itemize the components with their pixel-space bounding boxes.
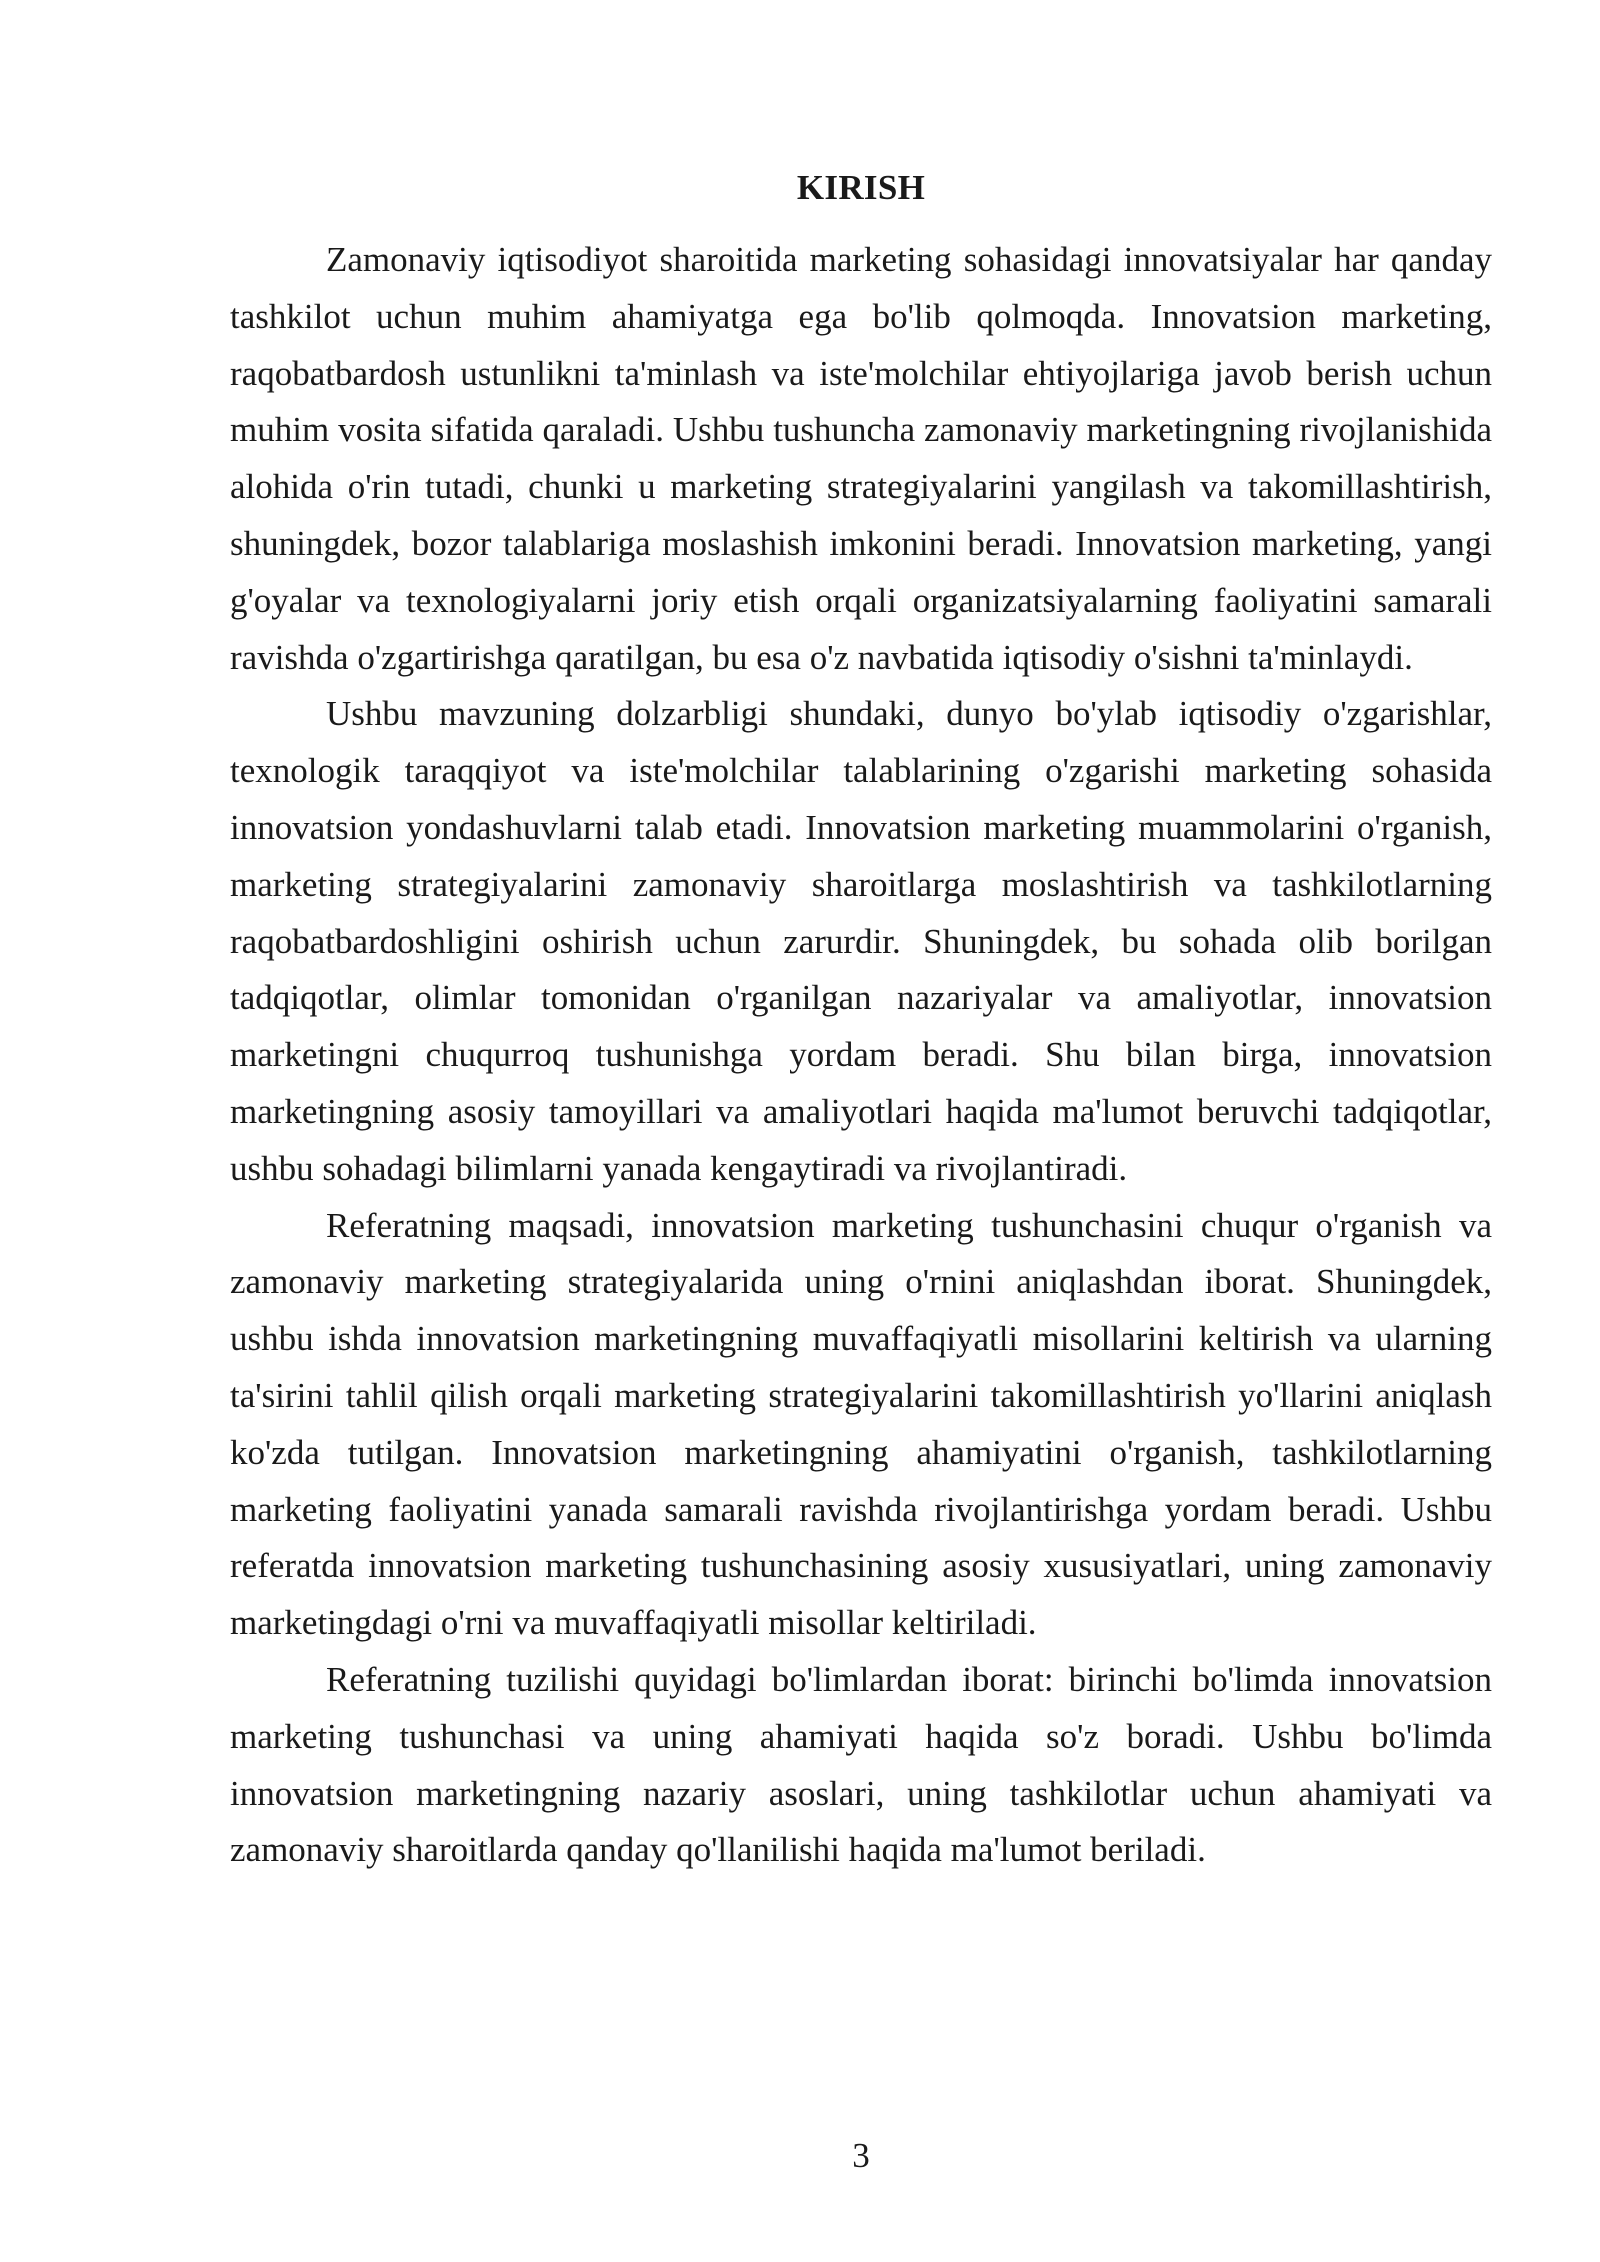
page-number: 3: [852, 2136, 870, 2175]
paragraph-structure: Referatning tuzilishi quyidagi bo'limlardan iborat: birinchi bo'limda innovatsion marketing tushunchasi va uning ahamiyati haqida so'z boradi. Ushbu bo'limda innovatsion marketingning nazariy asoslari, uning tashkilotlar uchun ahamiyati va zamonaviy sharoitlarda qanday qo'llanilishi haqida ma'lumot beriladi.: [230, 1659, 1492, 1870]
paragraph-purpose: Referatning maqsadi, innovatsion marketing tushunchasini chuqur o'rganish va zamonaviy marketing strategiyalarida uning o'rnini aniqlashdan iborat. Shuningdek, ushbu ishda innovatsion marketingning muvaffaqiyatli misollarini keltirish va ularning ta'sirini tahlil qilish orqali marketing strategiyalarini takomillashtirish yo'llarini aniqlash ko'zda tutilgan. Innovatsion marketingning ahamiyatini o'rganish, tashkilotlarning marketing faoliyatini yanada samarali ravishda rivojlantirishga yordam beradi. Ushbu referatda innovatsion marketing tushunchasining asosiy xususiyatlari, uning zamonaviy marketingdagi o'rni va muvaffaqiyatli misollar keltiriladi.: [230, 1205, 1492, 1643]
document-page: [230, 160, 1492, 1879]
page-title: KIRISH: [796, 168, 926, 207]
paragraph-relevance: Ushbu mavzuning dolzarbligi shundaki, dunyo bo'ylab iqtisodiy o'zgarishlar, texnologik taraqqiyot va iste'molchilar talablarining o'zgarishi marketing sohasida innovatsion yondashuvlarni talab etadi. Innovatsion marketing muammolarini o'rganish, marketing strategiyalarini zamonaviy sharoitlarga moslashtirish va tashkilotlarning raqobatbardoshligini oshirish uchun zarurdir. Shuningdek, bu sohada olib borilgan tadqiqotlar, olimlar tomonidan o'rganilgan nazariyalar va amaliyotlar, innovatsion marketingni chuqurroq tushunishga yordam beradi. Shu bilan birga, innovatsion marketingning asosiy tamoyillari va amaliyotlari haqida ma'lumot beruvchi tadqiqotlar, ushbu sohadagi bilimlarni yanada kengaytiradi va rivojlantiradi.: [230, 694, 1492, 1188]
paragraph-intro: Zamonaviy iqtisodiyot sharoitida marketing sohasidagi innovatsiyalar har qanday tashkilot uchun muhim ahamiyatga ega bo'lib qolmoqda. Innovatsion marketing, raqobatbardosh ustunlikni ta'minlash va iste'molchilar ehtiyojlariga javob berish uchun muhim vosita sifatida qaraladi. Ushbu tushuncha zamonaviy marketingning rivojlanishida alohida o'rin tutadi, chunki u marketing strategiyalarini yangilash va takomillashtirish, shuningdek, bozor talablariga moslashish imkonini beradi. Innovatsion marketing, yangi g'oyalar va texnologiyalarni joriy etish orqali organizatsiyalarning faoliyatini samarali ravishda o'zgartirishga qaratilgan, bu esa o'z navbatida iqtisodiy o'sishni ta'minlaydi.: [230, 240, 1492, 677]
